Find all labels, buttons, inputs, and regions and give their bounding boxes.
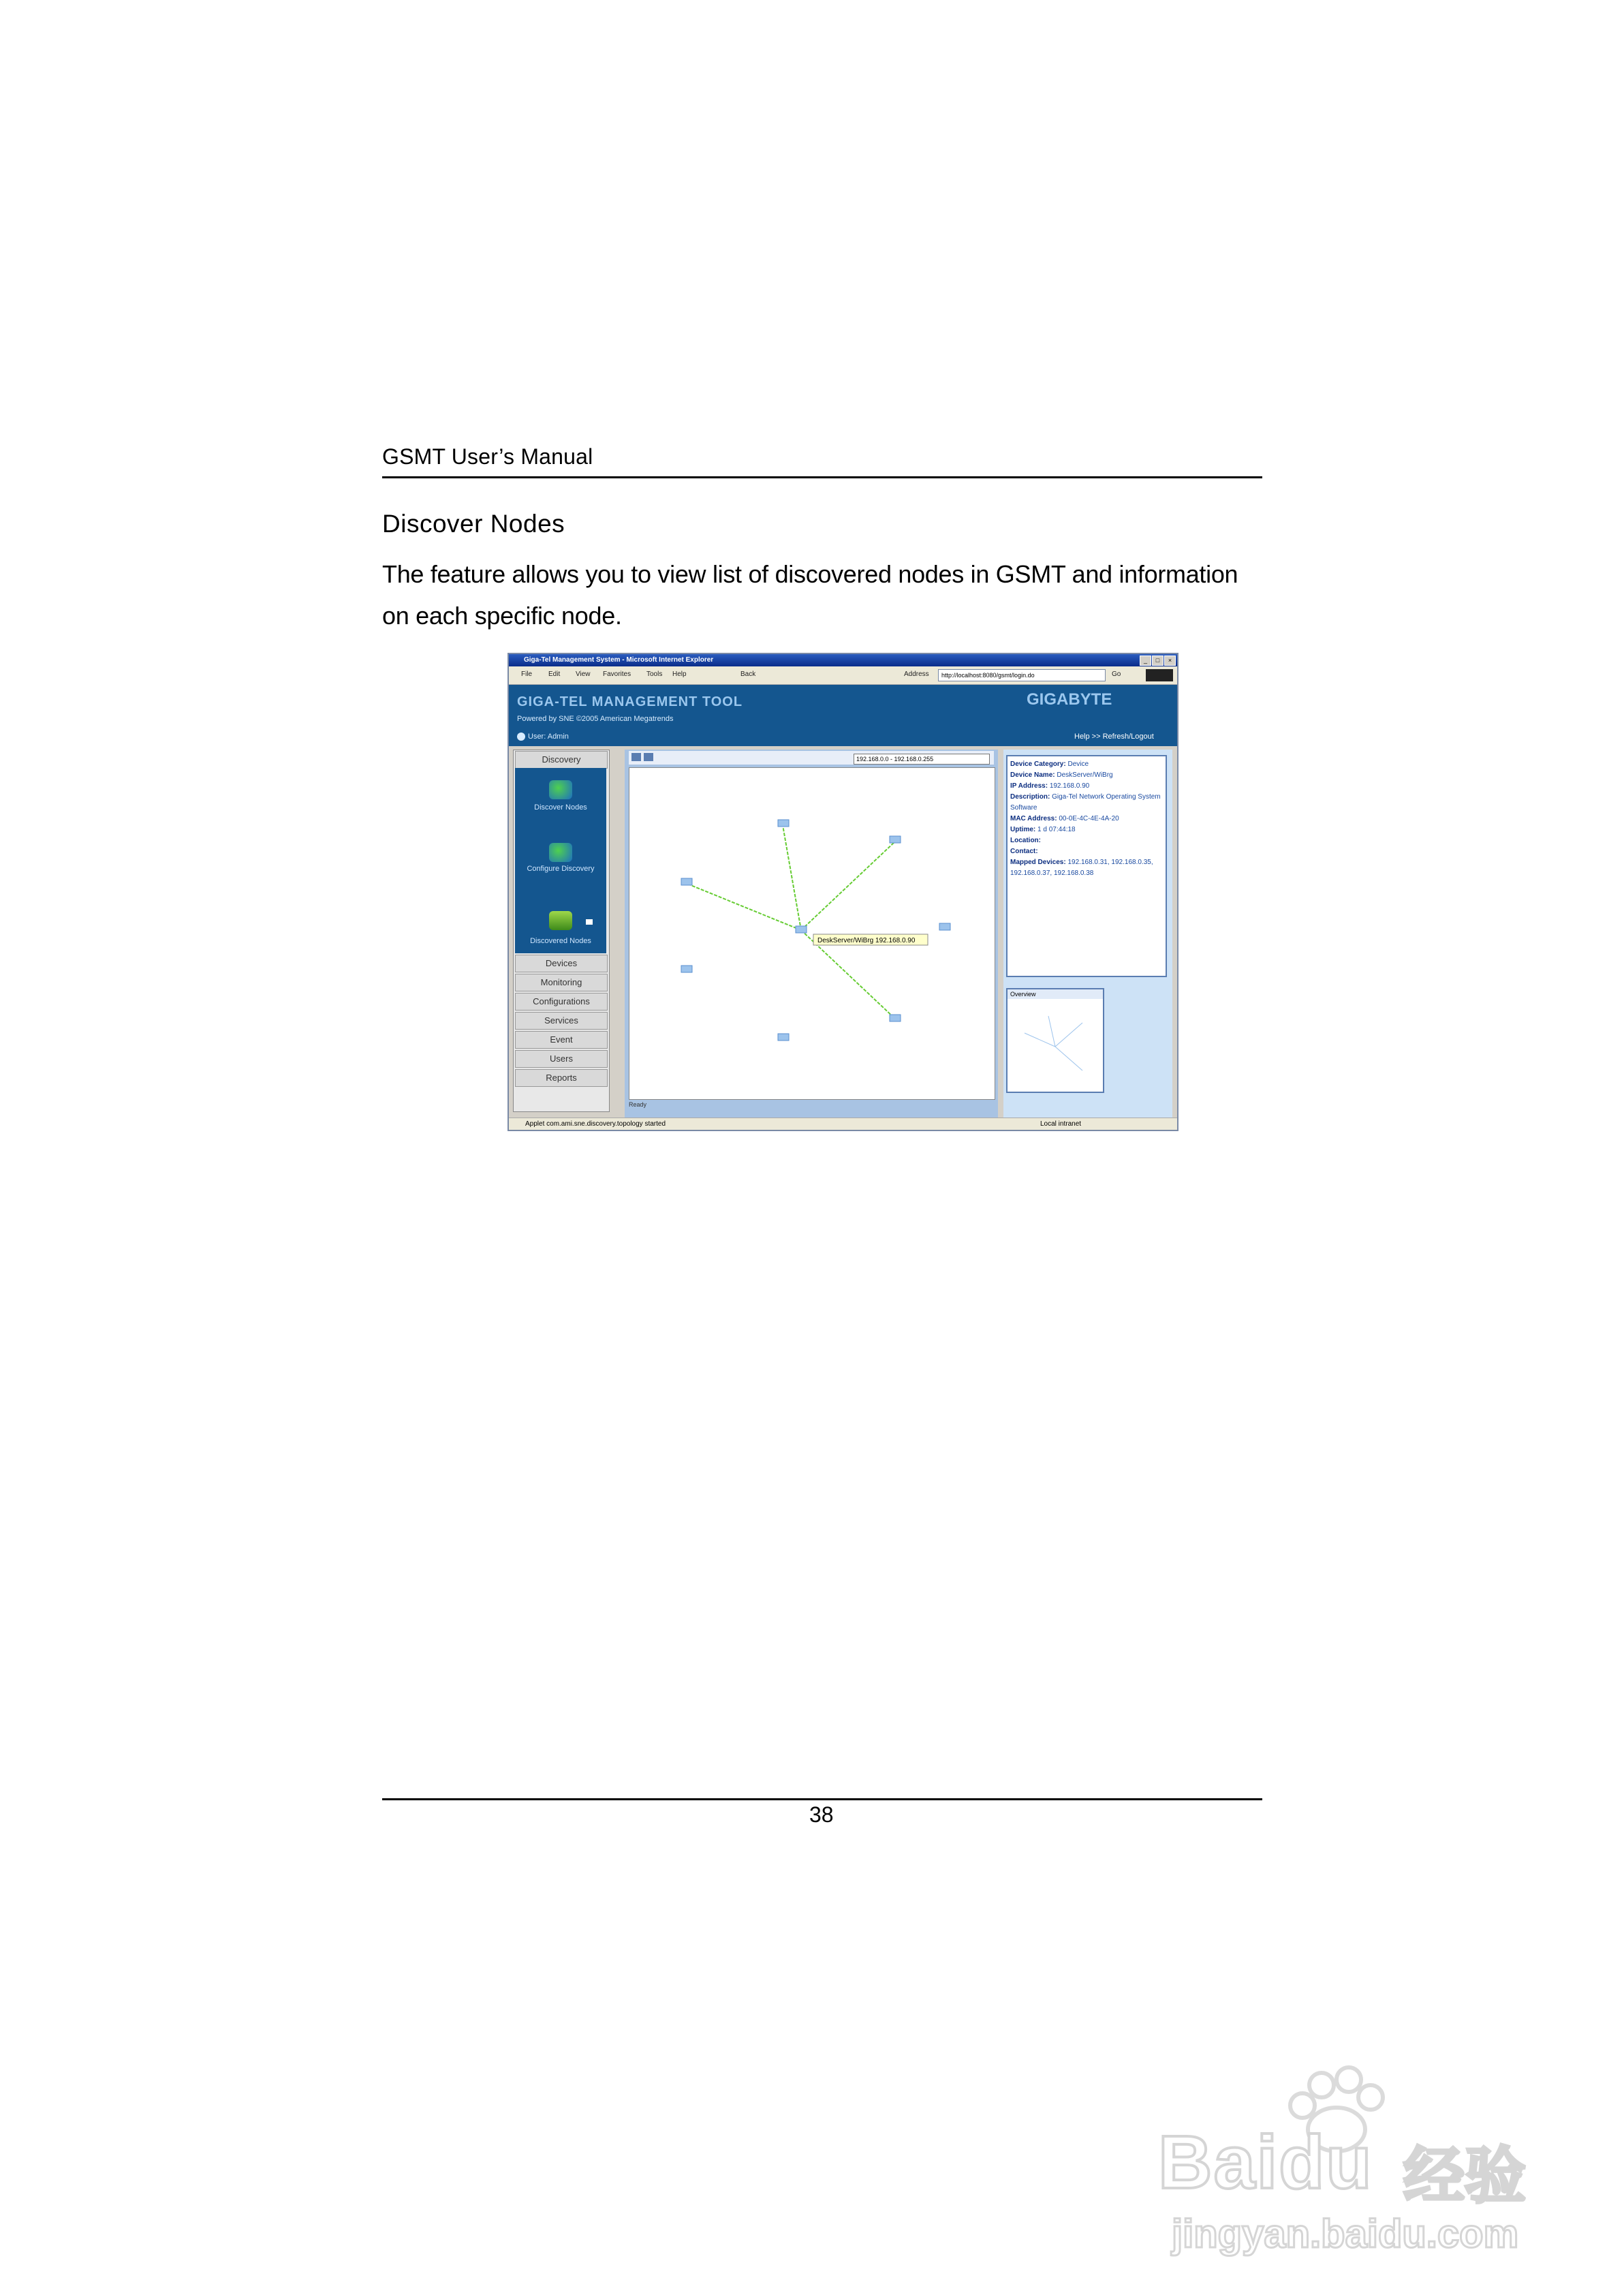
menu-view[interactable]: View: [576, 671, 591, 678]
link-line: [801, 842, 895, 930]
banner-title: GIGA-TEL MANAGEMENT TOOL: [517, 694, 743, 709]
menu-help[interactable]: Help: [672, 671, 687, 678]
gigabyte-logo: GIGABYTE: [1027, 690, 1112, 709]
nav-tab-configurations[interactable]: Configurations: [515, 993, 608, 1011]
ie-throbber-icon: [1146, 669, 1173, 681]
menu-favorites[interactable]: Favorites: [603, 671, 631, 678]
banner-user: User: Admin: [528, 733, 569, 741]
banner-subtitle: Powered by SNE ©2005 American Megatrends: [517, 715, 674, 723]
footer-rule: [382, 1798, 1262, 1800]
overview-svg: [1008, 999, 1103, 1090]
topology-svg: [629, 768, 995, 1099]
discover-nodes-icon[interactable]: [549, 780, 572, 799]
watermark-brand-cn: 经验: [1403, 2142, 1526, 2211]
user-icon: [517, 733, 525, 741]
map-toolbar: [629, 751, 994, 765]
status-right: Local intranet: [1040, 1120, 1082, 1128]
menu-tools[interactable]: Tools: [646, 671, 663, 678]
device-details: [1006, 755, 1167, 977]
embedded-screenshot: [507, 653, 1178, 1131]
header-rule: [382, 476, 1262, 478]
discovery-panel: [515, 768, 606, 953]
detail-location: Location:: [1010, 837, 1041, 844]
watermark-url: jingyan.baidu.com: [1172, 2212, 1519, 2256]
page-number: 38: [809, 1802, 834, 1827]
topology-map[interactable]: [629, 767, 995, 1100]
window-titlebar: [509, 654, 1177, 666]
watermark-brand: Baidu: [1158, 2121, 1373, 2204]
nav-tab-users[interactable]: Users: [515, 1050, 608, 1068]
detail-name: Device Name: DeskServer/WiBrg: [1010, 771, 1113, 779]
link-line: [783, 825, 801, 930]
baidu-watermark: [1158, 2058, 1540, 2262]
map-range-field[interactable]: 192.168.0.0 - 192.168.0.255: [854, 754, 990, 765]
discovered-nodes-icon[interactable]: [549, 911, 572, 930]
cursor-icon: [586, 919, 593, 925]
node-icon[interactable]: [890, 1015, 901, 1021]
left-nav: [513, 750, 610, 1112]
maximize-button[interactable]: □: [1152, 656, 1164, 666]
zoom-icon[interactable]: [631, 753, 641, 761]
close-button[interactable]: ×: [1164, 656, 1176, 666]
topology-pane: [625, 750, 998, 1118]
overview-label: Overview: [1008, 989, 1103, 999]
section-title: Discover Nodes: [382, 510, 565, 538]
nav-tab-monitoring[interactable]: Monitoring: [515, 974, 608, 991]
body-paragraph: The feature allows you to view list of discovered nodes in GSMT and information on each specific node.: [382, 560, 1238, 630]
nav-tab-services[interactable]: Services: [515, 1012, 608, 1030]
back-button[interactable]: Back: [740, 671, 756, 678]
window-title: Giga-Tel Management System - Microsoft Internet Explorer: [524, 656, 714, 664]
detail-description: Description: Giga-Tel Network Operating System Software: [1010, 793, 1161, 812]
address-label: Address: [904, 671, 929, 678]
browser-statusbar: [509, 1118, 1177, 1130]
node-tooltip: DeskServer/WiBrg 192.168.0.90: [817, 937, 916, 944]
banner-links[interactable]: Help >> Refresh/Logout: [1074, 733, 1154, 741]
node-icon[interactable]: [778, 1034, 789, 1041]
menu-edit[interactable]: Edit: [548, 671, 561, 678]
status-left: Applet com.ami.sne.discovery.topology started: [525, 1120, 666, 1128]
minimize-button[interactable]: _: [1140, 656, 1151, 666]
menu-file[interactable]: File: [521, 671, 533, 678]
nav-item-discover-nodes[interactable]: Discover Nodes: [534, 803, 587, 812]
node-icon[interactable]: [890, 836, 901, 843]
node-icon[interactable]: [778, 820, 789, 827]
detail-mapped-devices: Mapped Devices: 192.168.0.31, 192.168.0.35, 192.168.0.37, 192.168.0.38: [1010, 859, 1153, 877]
nav-item-configure-discovery[interactable]: Configure Discovery: [527, 865, 595, 873]
detail-mac: MAC Address: 00-0E-4C-4E-4A-20: [1010, 815, 1119, 822]
node-icon[interactable]: [681, 878, 692, 885]
nav-item-discovered-nodes[interactable]: Discovered Nodes: [530, 937, 591, 945]
nav-tab-event[interactable]: Event: [515, 1031, 608, 1049]
overview-map[interactable]: [1006, 988, 1104, 1093]
details-pane: [1003, 750, 1172, 1118]
detail-ip: IP Address: 192.168.0.90: [1010, 782, 1090, 790]
nav-tab-discovery[interactable]: Discovery: [515, 751, 608, 769]
menu-bar: [509, 666, 1177, 685]
nav-tab-reports[interactable]: Reports: [515, 1069, 608, 1087]
detail-contact: Contact:: [1010, 848, 1038, 855]
detail-uptime: Uptime: 1 d 07:44:18: [1010, 826, 1076, 833]
go-button[interactable]: Go: [1112, 671, 1121, 678]
map-status: Ready: [629, 1101, 647, 1108]
app-banner: [509, 685, 1177, 746]
node-icon[interactable]: [796, 926, 807, 933]
refresh-icon[interactable]: [644, 753, 653, 761]
node-icon[interactable]: [939, 923, 950, 930]
configure-discovery-icon[interactable]: [549, 843, 572, 862]
page-header-text: GSMT User’s Manual: [382, 444, 593, 469]
detail-category: Device Category: Device: [1010, 760, 1089, 768]
node-icon[interactable]: [681, 966, 692, 972]
nav-tab-devices[interactable]: Devices: [515, 955, 608, 972]
link-line: [687, 884, 801, 930]
address-input[interactable]: http://localhost:8080/gsmt/login.do: [938, 669, 1106, 681]
